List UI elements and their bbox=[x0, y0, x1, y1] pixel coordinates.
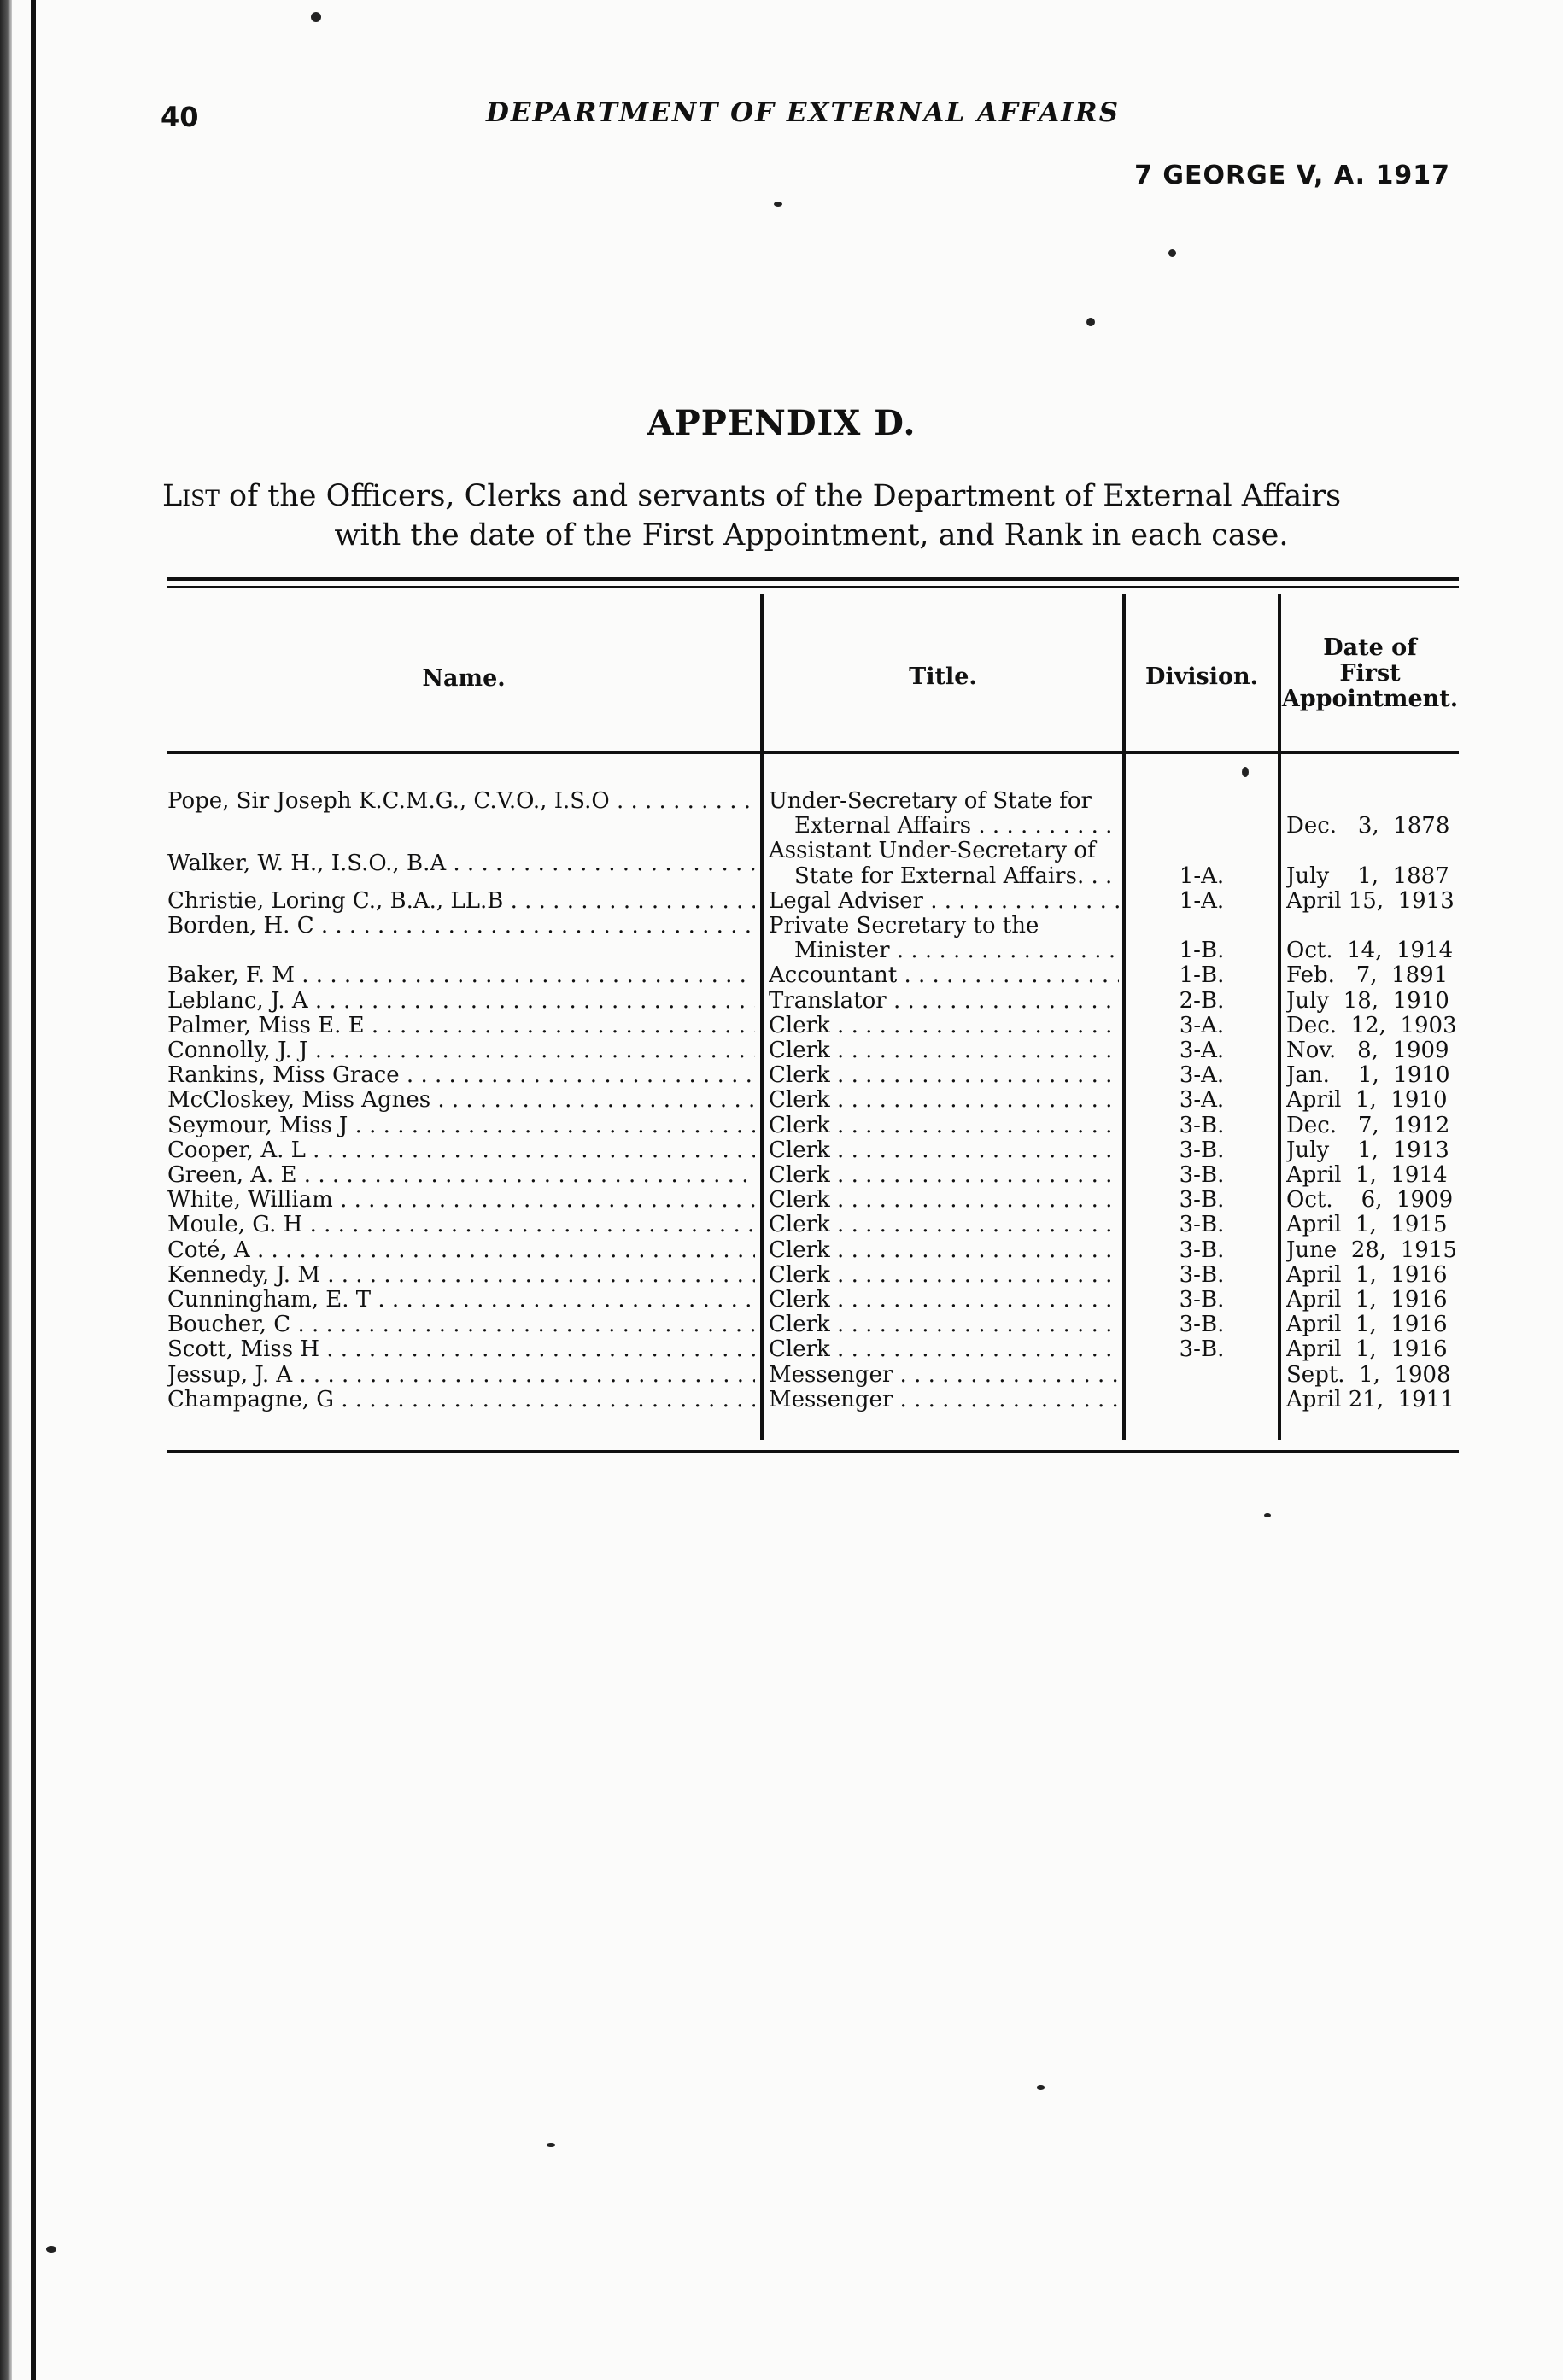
row-title: Clerk . . . bbox=[769, 1063, 1119, 1088]
row-date: April 1, 1915 bbox=[1286, 1213, 1448, 1238]
row-name: White, William . . . bbox=[167, 1188, 755, 1213]
appendix-title: APPENDIX D. bbox=[647, 403, 916, 443]
session-reference: 7 GEORGE V, A. 1917 bbox=[1134, 161, 1450, 190]
table-bottom-rule bbox=[167, 1450, 1459, 1453]
scan-speck bbox=[1168, 249, 1176, 257]
row-title: Messenger . . . bbox=[769, 1388, 1119, 1412]
scan-speck bbox=[547, 2143, 555, 2147]
row-date: Sept. 1, 1908 bbox=[1286, 1362, 1451, 1388]
row-title: Translator . . . bbox=[769, 989, 1119, 1014]
page-number: 40 bbox=[161, 101, 199, 133]
row-date: Dec. 3, 1878 bbox=[1286, 814, 1450, 839]
row-division: 3-B. bbox=[1179, 1113, 1225, 1138]
row-division: 3-B. bbox=[1179, 1237, 1225, 1263]
row-date: April 21, 1911 bbox=[1286, 1387, 1455, 1412]
row-title: Clerk . . . bbox=[769, 1288, 1119, 1313]
row-division: 3-A. bbox=[1179, 1088, 1225, 1114]
row-title: Clerk . . . bbox=[769, 1337, 1119, 1362]
row-division: 3-A. bbox=[1179, 1013, 1225, 1038]
row-division: 3-A. bbox=[1179, 1038, 1225, 1063]
scan-speck bbox=[1264, 1513, 1271, 1517]
row-name: Cooper, A. L . . . bbox=[167, 1138, 755, 1163]
row-title: Clerk . . . bbox=[769, 1163, 1119, 1188]
running-head: DEPARTMENT OF EXTERNAL AFFAIRS bbox=[486, 97, 1120, 128]
table-top-rule-double bbox=[167, 586, 1459, 588]
row-name: Jessup, J. A . . . bbox=[167, 1363, 755, 1388]
row-division: 1-B. bbox=[1179, 963, 1225, 989]
row-date: April 1, 1910 bbox=[1286, 1088, 1448, 1114]
row-date: April 1, 1916 bbox=[1286, 1313, 1448, 1338]
row-division: 3-B. bbox=[1179, 1213, 1225, 1238]
row-date: Dec. 7, 1912 bbox=[1286, 1113, 1450, 1138]
caption-lead: List bbox=[162, 479, 220, 513]
row-title: Clerk . . . bbox=[769, 1088, 1119, 1113]
row-title-continuation: State for External Affairs. . . . bbox=[794, 864, 1119, 889]
row-date: Oct. 6, 1909 bbox=[1286, 1188, 1454, 1213]
column-divider-division-date bbox=[1278, 594, 1281, 1440]
row-title: Clerk . . . bbox=[769, 1188, 1119, 1213]
row-division: 3-B. bbox=[1179, 1313, 1225, 1338]
row-date: July 1, 1913 bbox=[1286, 1137, 1449, 1163]
column-header-date-line2: First bbox=[1339, 660, 1401, 687]
row-title: Clerk . . . bbox=[769, 1114, 1119, 1138]
row-division: 3-B. bbox=[1179, 1163, 1225, 1188]
row-division: 3-B. bbox=[1179, 1337, 1225, 1363]
row-date: Dec. 12, 1903 bbox=[1286, 1013, 1457, 1038]
row-name: Rankins, Miss Grace . . . bbox=[167, 1063, 755, 1088]
table-top-rule bbox=[167, 577, 1459, 581]
row-date: April 15, 1913 bbox=[1286, 888, 1455, 914]
row-date: June 28, 1915 bbox=[1286, 1237, 1457, 1263]
row-title: Clerk . . . bbox=[769, 1138, 1119, 1163]
row-name: Seymour, Miss J . . . bbox=[167, 1114, 755, 1138]
row-title: Clerk . . . bbox=[769, 1238, 1119, 1263]
scan-speck bbox=[774, 202, 782, 207]
table-header-rule bbox=[167, 751, 1459, 754]
row-name: Coté, A . . . bbox=[167, 1238, 755, 1263]
row-name: Kennedy, J. M . . . bbox=[167, 1263, 755, 1288]
row-title: Under-Secretary of State for bbox=[769, 789, 1092, 814]
row-name: Scott, Miss H . . . bbox=[167, 1337, 755, 1362]
row-division: 3-B. bbox=[1179, 1188, 1225, 1213]
caption-line-2: with the date of the First Appointment, and Rank in each case. bbox=[334, 518, 1289, 553]
row-title: Legal Adviser . . . bbox=[769, 889, 1119, 914]
row-division: 1-A. bbox=[1179, 863, 1225, 889]
row-date: July 1, 1887 bbox=[1286, 863, 1449, 889]
scan-binding-edge bbox=[0, 0, 12, 2380]
row-date: Oct. 14, 1914 bbox=[1286, 939, 1454, 964]
row-division: 3-B. bbox=[1179, 1288, 1225, 1313]
row-division: 2-B. bbox=[1179, 988, 1225, 1014]
row-name: Walker, W. H., I.S.O., B.A . . . bbox=[167, 851, 755, 876]
scan-speck bbox=[46, 2246, 56, 2253]
caption-line-1 bbox=[162, 477, 1461, 516]
scan-speck bbox=[1037, 2085, 1045, 2090]
row-title: Clerk . . . bbox=[769, 1313, 1119, 1337]
row-title: Clerk . . . bbox=[769, 1014, 1119, 1038]
column-header-date bbox=[1281, 635, 1459, 712]
row-name: Christie, Loring C., B.A., LL.B . . . bbox=[167, 889, 755, 914]
row-title-continuation: External Affairs . . . bbox=[794, 814, 1119, 839]
row-name: Green, A. E . . . bbox=[167, 1163, 755, 1188]
scan-margin-rule bbox=[31, 0, 36, 2380]
row-division: 3-A. bbox=[1179, 1063, 1225, 1089]
row-date: Jan. 1, 1910 bbox=[1286, 1063, 1450, 1089]
row-division: 1-A. bbox=[1179, 888, 1225, 914]
row-name: Moule, G. H . . . bbox=[167, 1213, 755, 1237]
row-date: April 1, 1914 bbox=[1286, 1163, 1448, 1188]
row-date: April 1, 1916 bbox=[1286, 1288, 1448, 1313]
row-date: April 1, 1916 bbox=[1286, 1262, 1448, 1288]
column-header-date-line1: Date of bbox=[1323, 634, 1417, 661]
row-name: Palmer, Miss E. E . . . bbox=[167, 1014, 755, 1038]
column-header-division: Division. bbox=[1144, 664, 1259, 690]
row-title: Assistant Under-Secretary of bbox=[769, 839, 1096, 864]
appendix-caption bbox=[162, 477, 1461, 555]
caption-line-1-rest: of the Officers, Clerks and servants of the Department of External Affairs bbox=[219, 479, 1342, 513]
row-name: Champagne, G . . . bbox=[167, 1388, 755, 1412]
row-date: Feb. 7, 1891 bbox=[1286, 963, 1449, 989]
row-date: July 18, 1910 bbox=[1286, 988, 1449, 1014]
row-name: Leblanc, J. A . . . bbox=[167, 989, 755, 1014]
row-title: Accountant . . . bbox=[769, 963, 1119, 988]
scan-speck bbox=[1086, 318, 1095, 326]
row-name: McCloskey, Miss Agnes . . . bbox=[167, 1088, 755, 1113]
row-title: Clerk . . . bbox=[769, 1038, 1119, 1063]
column-header-name: Name. bbox=[422, 665, 506, 692]
row-division: 1-B. bbox=[1179, 939, 1225, 964]
row-division: 3-B. bbox=[1179, 1137, 1225, 1163]
row-date: April 1, 1916 bbox=[1286, 1337, 1448, 1363]
row-name: Boucher, C . . . bbox=[167, 1313, 755, 1337]
row-title: Private Secretary to the bbox=[769, 914, 1039, 939]
row-name: Cunningham, E. T . . . bbox=[167, 1288, 755, 1313]
row-name: Pope, Sir Joseph K.C.M.G., C.V.O., I.S.O . . . bbox=[167, 789, 755, 814]
row-title-continuation: Minister . . . bbox=[794, 939, 1119, 963]
row-division: 3-B. bbox=[1179, 1262, 1225, 1288]
column-header-title: Title. bbox=[909, 664, 977, 690]
row-date: Nov. 8, 1909 bbox=[1286, 1038, 1449, 1063]
row-name: Connolly, J. J . . . bbox=[167, 1038, 755, 1063]
row-title: Clerk . . . bbox=[769, 1213, 1119, 1237]
row-name: Borden, H. C . . . bbox=[167, 914, 755, 939]
row-title: Clerk . . . bbox=[769, 1263, 1119, 1288]
row-title: Messenger . . . bbox=[769, 1363, 1119, 1388]
column-divider-name-title bbox=[760, 594, 764, 1440]
row-name: Baker, F. M . . . bbox=[167, 963, 755, 988]
scan-speck bbox=[1242, 767, 1249, 777]
column-header-date-line3: Appointment. bbox=[1281, 686, 1459, 712]
scan-speck bbox=[311, 12, 321, 22]
